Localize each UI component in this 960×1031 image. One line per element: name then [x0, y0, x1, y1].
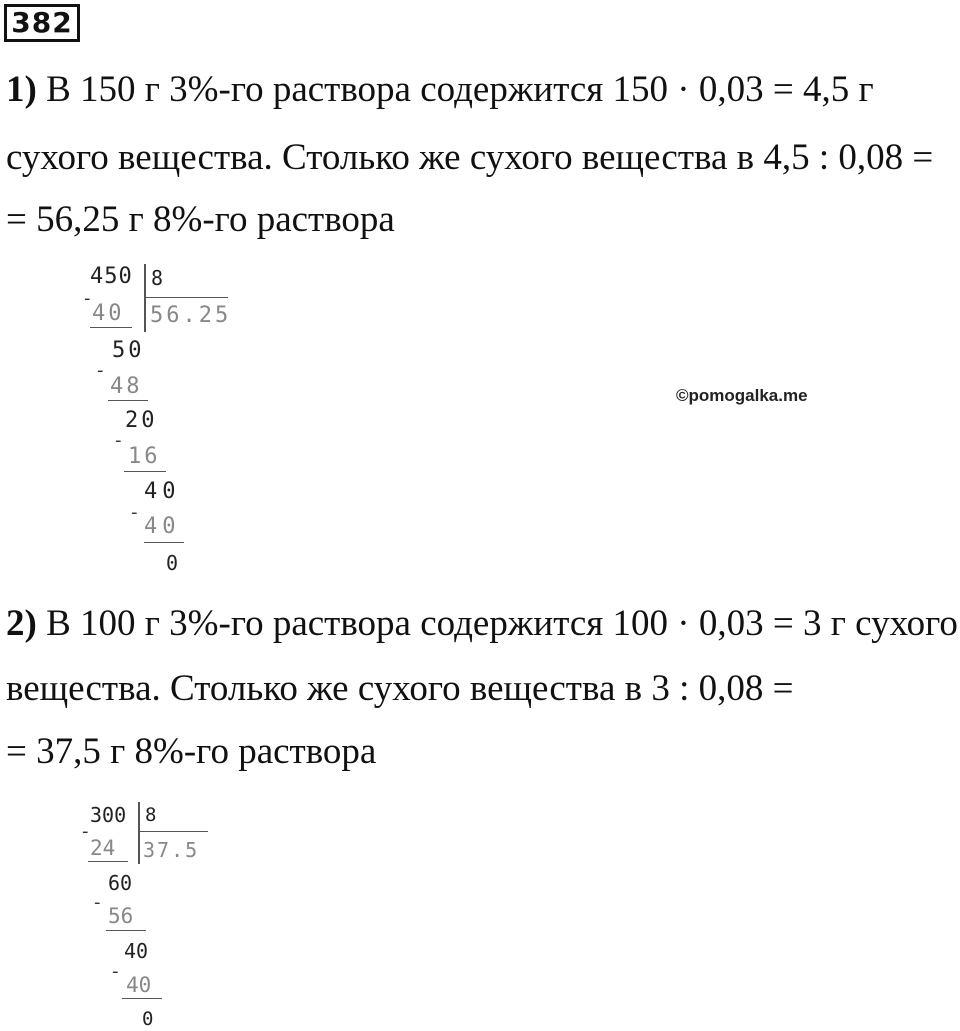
division1-dividend: 450: [90, 264, 133, 289]
minus-sign: -: [131, 502, 138, 523]
part1-line3: = 56,25 г 8%-го раствора: [6, 199, 395, 240]
watermark: ©pomogalka.me: [676, 386, 808, 405]
division1-vertical-bar: [144, 264, 146, 332]
division1-rem-1: 50: [112, 338, 145, 363]
division2-sub-1: 24: [90, 836, 116, 860]
minus-sign: -: [115, 430, 122, 451]
division2-dividend: 300: [90, 803, 127, 827]
division1-sub-4: 40: [144, 514, 181, 539]
division2-vertical-bar: [138, 802, 140, 864]
division1-step-line: [108, 400, 148, 401]
part2-line1-text: В 100 г 3%-го раствора содержится 100 · 0,03 = 3 г сухого: [36, 603, 958, 644]
division1-divisor: 8: [151, 266, 164, 290]
part2-line3: = 37,5 г 8%-го раствора: [6, 731, 377, 772]
division2-rem-1: 60: [108, 871, 133, 895]
division1-sub-2: 48: [110, 374, 143, 399]
minus-sign: -: [84, 288, 91, 309]
problem-number: 382: [4, 4, 80, 42]
part1-line2: сухого вещества. Столько же сухого вещества в 4,5 : 0,08 =: [6, 137, 934, 178]
division2-divisor: 8: [145, 804, 157, 826]
division2-quotient: 37.5: [143, 838, 200, 862]
minus-sign: -: [82, 821, 89, 842]
division2-rem-2: 40: [124, 939, 149, 963]
division2-sub-3: 40: [126, 973, 152, 997]
division1-quotient: 56.25: [150, 303, 232, 328]
part1-line1: [6, 68, 874, 112]
division1-step-line: [124, 471, 166, 472]
division1-step-line: [90, 327, 132, 328]
division1-rem-4: 0: [166, 551, 179, 575]
minus-sign: -: [94, 892, 101, 913]
part1-line1-text: В 150 г 3%-го раствора содержится 150 · 0,03 = 4,5 г: [36, 69, 874, 110]
division2-step-line: [106, 930, 146, 931]
division1-sub-1: 40: [92, 301, 125, 326]
part2-label: 2): [6, 603, 37, 644]
division1-sub-3: 16: [128, 444, 161, 469]
minus-sign: -: [112, 961, 119, 982]
division2-rem-3: 0: [142, 1008, 154, 1030]
division1-rem-3: 40: [144, 479, 181, 504]
division1-step-line: [144, 542, 184, 543]
division2-sub-2: 56: [108, 904, 134, 928]
part1-label: 1): [6, 69, 37, 110]
minus-sign: -: [97, 360, 104, 381]
division2-step-line: [88, 861, 128, 862]
part2-line1: [6, 602, 958, 646]
division1-rem-2: 20: [125, 408, 158, 433]
part2-line2: вещества. Столько же сухого вещества в 3 : 0,08 =: [6, 668, 794, 709]
division2-step-line: [122, 998, 162, 999]
division1-quotient-line: [144, 297, 228, 298]
division2-quotient-line: [138, 831, 208, 832]
